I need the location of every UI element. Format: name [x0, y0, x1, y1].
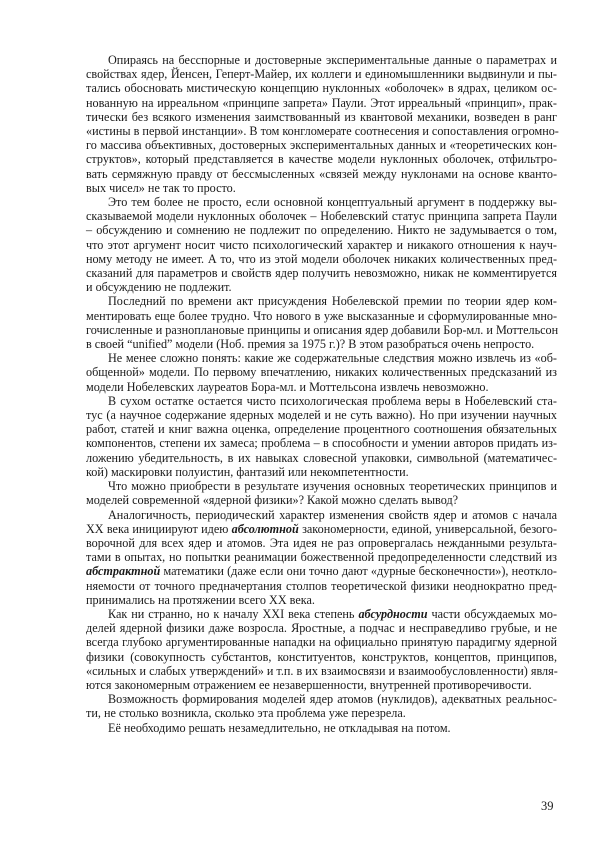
text-line: тались обосновать мистическую концепцию нуклонных «оболочек» в ядрах, целиком ос- — [86, 81, 557, 96]
text-line: что этот аргумент носит чисто психологический характер и никакого отношения к науч- — [86, 237, 557, 252]
text-line: Аналогичность, периодический характер изменения свойств ядер и атомов с начала — [108, 507, 557, 522]
text-line: ти, не столько возникла, сколько эта проблема уже перезрела. — [86, 706, 406, 721]
text-line: ются закономерным отражением ее незавершенности, внутренней противоречивости. — [86, 677, 532, 692]
text-line: Не менее сложно понять: какие же содержательные следствия можно извлечь из «об- — [108, 351, 557, 366]
text-line: сказаний для параметров и свойств ядер получить невозможно, никак не комментируется — [86, 266, 557, 281]
paragraph — [86, 479, 557, 507]
text-line: работ, статей и книг важна оценка, определение процентного соотношения обязательных — [86, 422, 557, 437]
text-line: ному методу не имеет. А то, что из этой модели оболочек никаких количественных пред- — [86, 251, 557, 266]
text-line: тически без всякого изменения заимствованный из квантовой механики, возведен в ранг — [86, 109, 557, 124]
text-line: Это тем более не просто, если основной концептуальный аргумент в поддержку вы- — [108, 195, 557, 210]
text-line: го массива объективных, достоверных экспериментальных данных и «теоретических кон- — [86, 138, 557, 153]
text-line: структов», который представляется в качестве модели нуклонных оболочек, отфильтро- — [86, 152, 557, 167]
text-line: физики (совокупность субстантов, конституентов, конструктов, концептов, принципов, — [86, 649, 557, 664]
text-segment: части обсуждаемых мо- — [427, 606, 558, 621]
text-line: делей ядерной физики даже возросла. Яростные, а подчас и несправедливо грубые, и не — [86, 621, 557, 636]
text-line: в своей “unified” модели (Ноб. премия за 1975 г.)? В этом разобраться очень непросто. — [86, 337, 535, 352]
text-line: всегда глубоко аргументированные нападки на официально принятую парадигму ядерной — [86, 635, 557, 650]
text-segment: Как ни странно, но к началу XXI века степень — [108, 606, 359, 621]
paragraph — [86, 53, 557, 195]
text-line: сказываемой модели нуклонных оболочек – Нобелевский статус принципа запрета Паули — [86, 209, 557, 224]
paragraph — [86, 351, 557, 394]
page-number: 39 — [541, 799, 554, 813]
text-line: няемости от точного предначертания столпов теоретической физики неоднократно пред- — [86, 578, 557, 593]
text-line — [86, 607, 557, 621]
paragraph — [86, 508, 557, 607]
text-line: нованную на ирреальном «принципе запрета» Паули. Этот ирреальный «принцип», прак- — [86, 95, 557, 110]
paragraph — [86, 195, 557, 294]
paragraph — [86, 692, 557, 720]
text-line: кой) маскировки полуистин, фантазий или некомпетентности. — [86, 464, 409, 479]
emphasized-word: абстрактной — [86, 564, 161, 579]
text-line: Возможность формирования моделей ядер атомов (нуклидов), адекватных реальнос- — [108, 692, 557, 707]
text-line: «истины в первой инстанции». В том конгломерате соотнесения и сопоставления огромно- — [86, 124, 559, 139]
text-line: модели Нобелевских лауреатов Бора-мл. и Моттельсона извлечь невозможно. — [86, 379, 489, 394]
paragraph — [86, 721, 557, 735]
text-line: ложению убедительность, в их навыках словесной упаковки, символьной (математичес- — [86, 450, 557, 465]
text-line: Опираясь на бесспорные и достоверные экспериментальные данные о параметрах и — [108, 53, 557, 67]
text-line: Её необходимо решать незамедлительно, не откладывая на потом. — [108, 720, 451, 735]
text-line: общенной» модели. По первому впечатлению, никаких количественных предсказаний из — [86, 365, 557, 380]
text-line: моделей современной «ядерной физики»? Какой можно сделать вывод? — [86, 493, 459, 508]
text-line: и обсуждению не подлежит. — [86, 280, 232, 295]
text-line: тами в опытах, но попытки реанимации божественной предопределенности следствий из — [86, 550, 557, 565]
text-line: компонентов, степени их замеса; проблема – в способности и умении авторов придать из- — [86, 436, 557, 451]
emphasized-word: абсолютной — [231, 521, 299, 536]
text-line: вых чисел» не так то просто. — [86, 180, 236, 195]
emphasized-word: абсурдности — [358, 606, 428, 621]
paragraph — [86, 394, 557, 479]
text-line — [86, 522, 557, 536]
text-line: тус (а научное содержание ядерных моделей и не суть важно). Но при изучении научных — [86, 408, 557, 423]
text-segment: математики (даже если они точно дают «дурные бесконечности»), неоткло- — [160, 564, 557, 579]
text-line: вать сермяжную правду от бессмысленных «связей между нуклонами на основе кванто- — [86, 166, 557, 181]
text-line: гочисленные и разноплановые принципы и описания ядер добавили Бор-мл. и Моттельсон — [86, 322, 559, 337]
text-line: – обсуждению и сомнению не подлежит по определению. Никто не задумывается о том, — [86, 223, 557, 238]
paragraph — [86, 294, 557, 351]
body-text — [86, 53, 557, 735]
text-line — [86, 564, 557, 578]
text-segment: XX века инициируют идею — [86, 521, 232, 536]
text-line: Что можно приобрести в результате изучения основных теоретических принципов и — [108, 479, 557, 494]
paragraph — [86, 607, 557, 692]
text-line: ворочной для всех ядер и атомов. Эта идея не раз опровергалась нежданными результа- — [86, 535, 557, 550]
text-line: Последний по времени акт присуждения Нобелевской премии по теории ядер ком- — [108, 294, 557, 309]
text-line: В сухом остатке остается чисто психологическая проблема веры в Нобелевский ста- — [108, 393, 557, 408]
text-line: ментировать еще более трудно. Что нового в уже высказанные и сформулированные мно- — [86, 308, 557, 323]
text-segment: закономерности, единой, универсальной, безого- — [298, 521, 557, 536]
text-line: принимались на протяжении всего XX века. — [86, 592, 315, 607]
text-line: «сильных и слабых утверждений» и т.п. в их взаимосвязи и взаимообусловленности) явля- — [86, 663, 558, 678]
text-line: свойствах ядер, Йенсен, Геперт-Майер, их коллеги и единомышленники выдвинули и пы- — [86, 67, 557, 82]
